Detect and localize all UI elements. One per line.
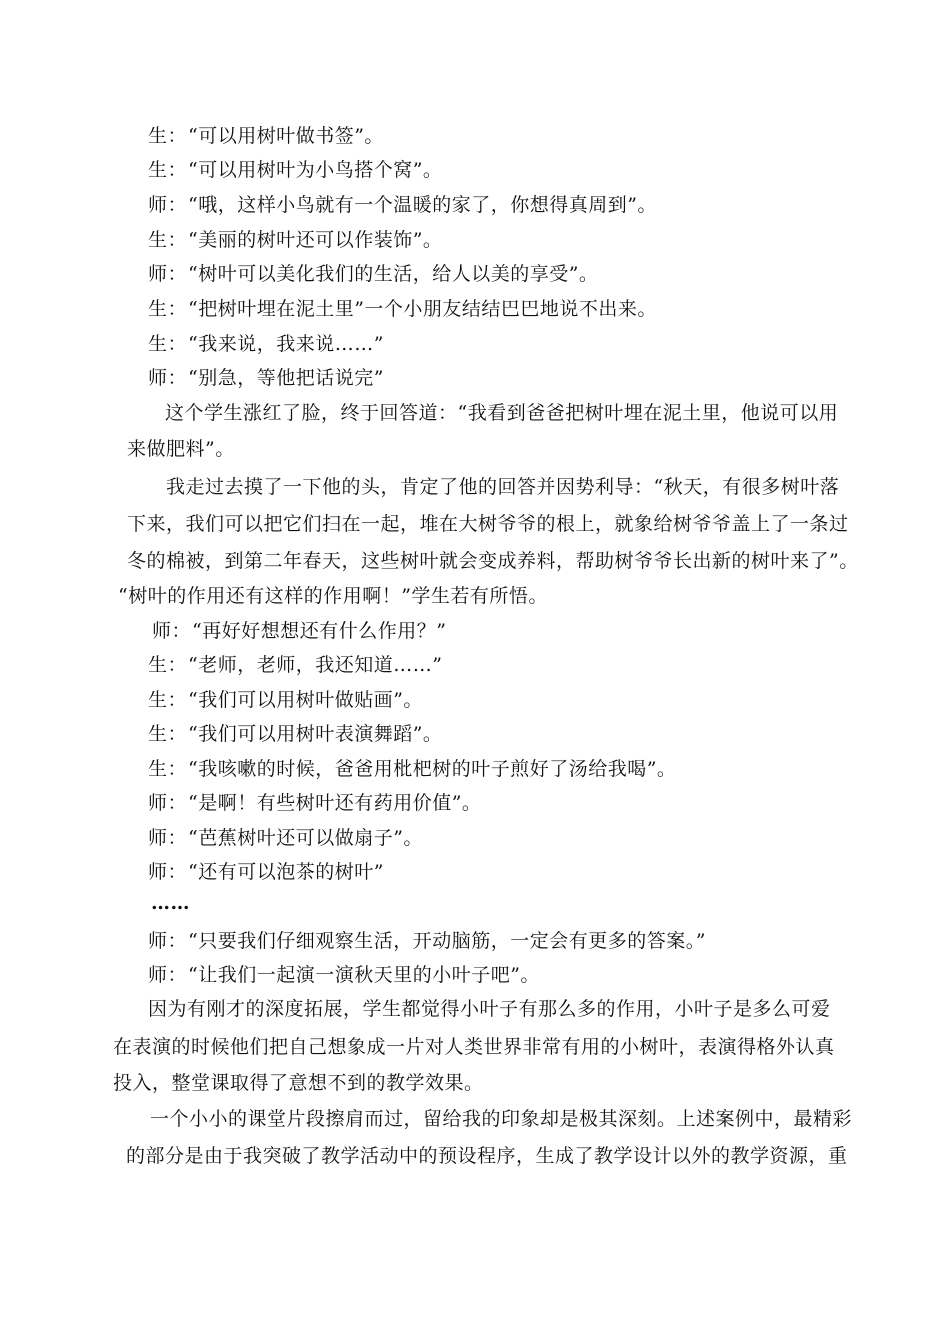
dialogue-line [148, 158, 442, 182]
line-text: “别急，等他把话说完” [188, 367, 384, 389]
paragraph-line [165, 401, 838, 425]
line-text: “可以用树叶为小鸟搭个窝”。 [188, 159, 443, 181]
line-text: 来做肥料”。 [127, 438, 235, 460]
paragraph-line [150, 1107, 852, 1131]
line-text: “再好好想想还有什么作用？” [192, 620, 447, 642]
dialogue-line [148, 688, 423, 712]
line-text: “把树叶埋在泥土里”一个小朋友结结巴巴地说不出来。 [188, 298, 657, 320]
speaker-label: 师： [152, 620, 192, 642]
line-text: “是啊！有些树叶还有药用价值”。 [188, 792, 482, 814]
dialogue-line [148, 653, 442, 677]
speaker-label: 生： [148, 125, 188, 147]
speaker-label: 师： [148, 964, 188, 986]
speaker-label: 生： [148, 298, 188, 320]
paragraph-line [127, 512, 849, 536]
line-text: “还有可以泡茶的树叶” [188, 861, 384, 883]
paragraph-line [113, 1035, 835, 1059]
dialogue-line [148, 228, 442, 252]
speaker-label: 生： [148, 333, 188, 355]
dialogue-line [148, 963, 540, 987]
paragraph-line [148, 997, 831, 1021]
speaker-label: 师： [148, 861, 188, 883]
speaker-label: 师： [148, 263, 188, 285]
paragraph-line [118, 584, 548, 608]
line-text: “芭蕉树叶还可以做扇子”。 [188, 827, 423, 849]
paragraph-line [127, 437, 235, 461]
paragraph-line [126, 1144, 848, 1168]
line-text: “只要我们仔细观察生活，开动脑筋，一定会有更多的答案。” [188, 930, 706, 952]
dialogue-line [152, 619, 446, 643]
dialogue-line [148, 826, 423, 850]
dialogue-line [148, 124, 384, 148]
line-text: 下来，我们可以把它们扫在一起，堆在大树爷爷的根上，就象给树爷爷盖上了一条过 [127, 513, 849, 535]
speaker-label: 师： [148, 827, 188, 849]
speaker-label: 师： [148, 792, 188, 814]
paragraph-line [166, 475, 839, 499]
speaker-label: 生： [148, 654, 188, 676]
line-text: “哦，这样小鸟就有一个温暖的家了，你想得真周到”。 [188, 194, 657, 216]
line-text: 因为有刚才的深度拓展，学生都觉得小叶子有那么多的作用，小叶子是多么可爱 [148, 998, 831, 1020]
line-text: 冬的棉被，到第二年春天，这些树叶就会变成养料，帮助树爷爷长出新的树叶来了”。 [127, 550, 859, 572]
ellipsis-line [151, 891, 190, 915]
line-text: “我们可以用树叶表演舞蹈”。 [188, 723, 443, 745]
speaker-label: 师： [148, 194, 188, 216]
line-text: 的部分是由于我突破了教学活动中的预设程序，生成了教学设计以外的教学资源，重 [126, 1145, 848, 1167]
dialogue-line [148, 297, 657, 321]
dialogue-line [148, 332, 384, 356]
dialogue-line [148, 262, 598, 286]
line-text: “我们可以用树叶做贴画”。 [188, 689, 423, 711]
speaker-label: 生： [148, 689, 188, 711]
speaker-label: 师： [148, 367, 188, 389]
line-text: 投入，整堂课取得了意想不到的教学效果。 [113, 1072, 484, 1094]
line-text: 在表演的时候他们把自己想象成一片对人类世界非常有用的小树叶，表演得格外认真 [113, 1036, 835, 1058]
line-text: “让我们一起演一演秋天里的小叶子吧”。 [188, 964, 540, 986]
line-text: “我咳嗽的时候，爸爸用枇杷树的叶子煎好了汤给我喝”。 [188, 758, 677, 780]
dialogue-line [148, 791, 481, 815]
line-text: 我走过去摸了一下他的头，肯定了他的回答并因势利导：“秋天，有很多树叶落 [166, 476, 840, 498]
dialogue-line [148, 929, 706, 953]
dialogue-line [148, 193, 657, 217]
speaker-label: 生： [148, 723, 188, 745]
line-text: “老师，老师，我还知道……” [188, 654, 443, 676]
speaker-label: 生： [148, 229, 188, 251]
paragraph-line [113, 1071, 484, 1095]
paragraph-line [127, 549, 859, 573]
dialogue-line [148, 757, 676, 781]
line-text: “可以用树叶做书签”。 [188, 125, 384, 147]
line-text: “树叶可以美化我们的生活，给人以美的享受”。 [188, 263, 599, 285]
line-text: “我来说，我来说……” [188, 333, 384, 355]
dialogue-line [148, 366, 384, 390]
speaker-label: 生： [148, 159, 188, 181]
line-text: “树叶的作用还有这样的作用啊！”学生若有所悟。 [118, 585, 548, 607]
line-text: “美丽的树叶还可以作装饰”。 [188, 229, 443, 251]
speaker-label: 师： [148, 930, 188, 952]
speaker-label: 生： [148, 758, 188, 780]
line-text: …… [151, 892, 190, 914]
dialogue-line [148, 860, 384, 884]
dialogue-line [148, 722, 442, 746]
line-text: 这个学生涨红了脸，终于回答道：“我看到爸爸把树叶埋在泥土里，他说可以用 [165, 402, 839, 424]
line-text: 一个小小的课堂片段擦肩而过，留给我的印象却是极其深刻。上述案例中，最精彩 [150, 1108, 853, 1130]
